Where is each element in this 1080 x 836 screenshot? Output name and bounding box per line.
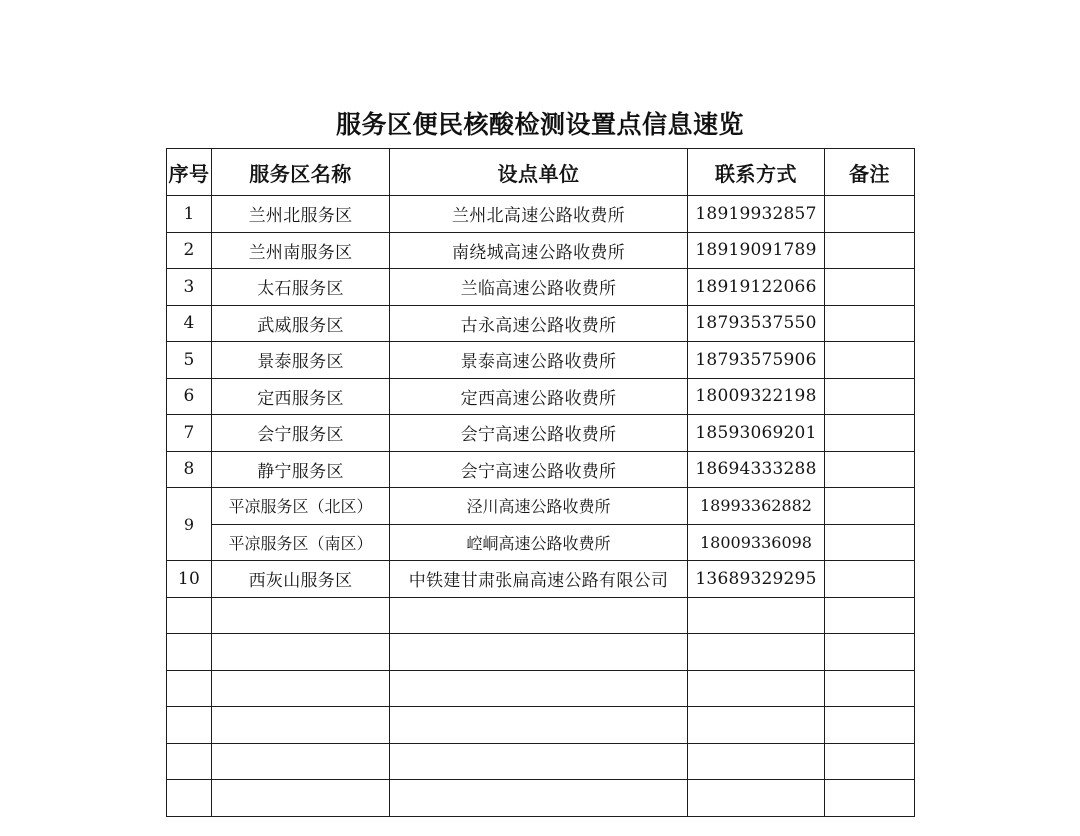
table-row-empty (167, 743, 915, 780)
cell-unit: 古永高速公路收费所 (390, 305, 688, 342)
column-header-name: 服务区名称 (212, 149, 390, 196)
cell-index: 1 (167, 196, 212, 233)
table-row (167, 378, 915, 415)
cell-index (167, 707, 212, 744)
cell-phone (688, 780, 825, 817)
cell-unit: 兰州北高速公路收费所 (390, 196, 688, 233)
column-header-phone: 联系方式 (688, 149, 825, 196)
cell-remark (825, 524, 915, 561)
cell-phone: 18919122066 (688, 269, 825, 306)
cell-phone: 13689329295 (688, 561, 825, 598)
cell-index (167, 670, 212, 707)
cell-remark (825, 415, 915, 452)
cell-name (212, 780, 390, 817)
cell-index (167, 780, 212, 817)
page-title: 服务区便民核酸检测设置点信息速览 (335, 110, 744, 139)
cell-index: 3 (167, 269, 212, 306)
table-row-empty (167, 707, 915, 744)
cell-name: 兰州南服务区 (212, 232, 390, 269)
cell-phone: 18993362882 (688, 488, 825, 525)
cell-unit: 兰临高速公路收费所 (390, 269, 688, 306)
cell-phone (688, 743, 825, 780)
cell-name: 平凉服务区（南区） (212, 524, 390, 561)
table-row-empty (167, 670, 915, 707)
cell-name: 平凉服务区（北区） (212, 488, 390, 525)
cell-index (167, 743, 212, 780)
cell-remark (825, 342, 915, 379)
cell-unit: 南绕城高速公路收费所 (390, 232, 688, 269)
cell-phone: 18009322198 (688, 378, 825, 415)
cell-name: 武威服务区 (212, 305, 390, 342)
cell-remark (825, 269, 915, 306)
cell-unit: 会宁高速公路收费所 (390, 451, 688, 488)
table-row (167, 561, 915, 598)
cell-unit: 中铁建甘肃张扁高速公路有限公司 (390, 561, 688, 598)
cell-unit (390, 743, 688, 780)
cell-phone (688, 670, 825, 707)
cell-remark (825, 670, 915, 707)
cell-unit: 泾川高速公路收费所 (390, 488, 688, 525)
cell-remark (825, 196, 915, 233)
cell-remark (825, 451, 915, 488)
cell-name: 西灰山服务区 (212, 561, 390, 598)
cell-phone (688, 707, 825, 744)
cell-index: 10 (167, 561, 212, 598)
cell-name: 会宁服务区 (212, 415, 390, 452)
cell-name: 景泰服务区 (212, 342, 390, 379)
cell-phone: 18793537550 (688, 305, 825, 342)
table-header-row (167, 149, 915, 196)
cell-index: 5 (167, 342, 212, 379)
cell-remark (825, 305, 915, 342)
cell-remark (825, 707, 915, 744)
cell-phone (688, 634, 825, 671)
table-row-empty (167, 634, 915, 671)
table-row (167, 524, 915, 561)
cell-remark (825, 634, 915, 671)
cell-unit: 景泰高速公路收费所 (390, 342, 688, 379)
cell-phone (688, 597, 825, 634)
cell-remark (825, 780, 915, 817)
table-row (167, 342, 915, 379)
cell-phone: 18793575906 (688, 342, 825, 379)
table-row (167, 269, 915, 306)
cell-phone: 18919091789 (688, 232, 825, 269)
table-row (167, 415, 915, 452)
cell-index (167, 597, 212, 634)
cell-index-merged: 9 (167, 488, 212, 561)
cell-name: 静宁服务区 (212, 451, 390, 488)
cell-index (167, 634, 212, 671)
cell-index: 8 (167, 451, 212, 488)
cell-name: 太石服务区 (212, 269, 390, 306)
service-area-testing-table (166, 148, 915, 817)
column-header-remark: 备注 (825, 149, 915, 196)
cell-remark (825, 488, 915, 525)
cell-unit (390, 670, 688, 707)
cell-remark (825, 597, 915, 634)
cell-name: 兰州北服务区 (212, 196, 390, 233)
table-row-empty (167, 597, 915, 634)
cell-name (212, 670, 390, 707)
cell-name (212, 707, 390, 744)
cell-name (212, 597, 390, 634)
cell-remark (825, 232, 915, 269)
cell-remark (825, 743, 915, 780)
cell-index: 7 (167, 415, 212, 452)
cell-unit (390, 707, 688, 744)
table-row-empty (167, 780, 915, 817)
cell-index: 2 (167, 232, 212, 269)
cell-unit (390, 780, 688, 817)
cell-index: 4 (167, 305, 212, 342)
info-table-container (166, 148, 914, 817)
cell-name (212, 743, 390, 780)
column-header-unit: 设点单位 (390, 149, 688, 196)
cell-phone: 18694333288 (688, 451, 825, 488)
cell-remark (825, 378, 915, 415)
cell-index: 6 (167, 378, 212, 415)
cell-phone: 18593069201 (688, 415, 825, 452)
table-row (167, 488, 915, 525)
cell-remark (825, 561, 915, 598)
table-body (167, 196, 915, 817)
table-row (167, 196, 915, 233)
column-header-index: 序号 (167, 149, 212, 196)
cell-unit: 定西高速公路收费所 (390, 378, 688, 415)
table-row (167, 451, 915, 488)
cell-phone: 18009336098 (688, 524, 825, 561)
cell-unit (390, 597, 688, 634)
cell-unit: 崆峒高速公路收费所 (390, 524, 688, 561)
cell-unit: 会宁高速公路收费所 (390, 415, 688, 452)
table-row (167, 305, 915, 342)
cell-phone: 18919932857 (688, 196, 825, 233)
cell-unit (390, 634, 688, 671)
cell-name: 定西服务区 (212, 378, 390, 415)
table-row (167, 232, 915, 269)
cell-name (212, 634, 390, 671)
